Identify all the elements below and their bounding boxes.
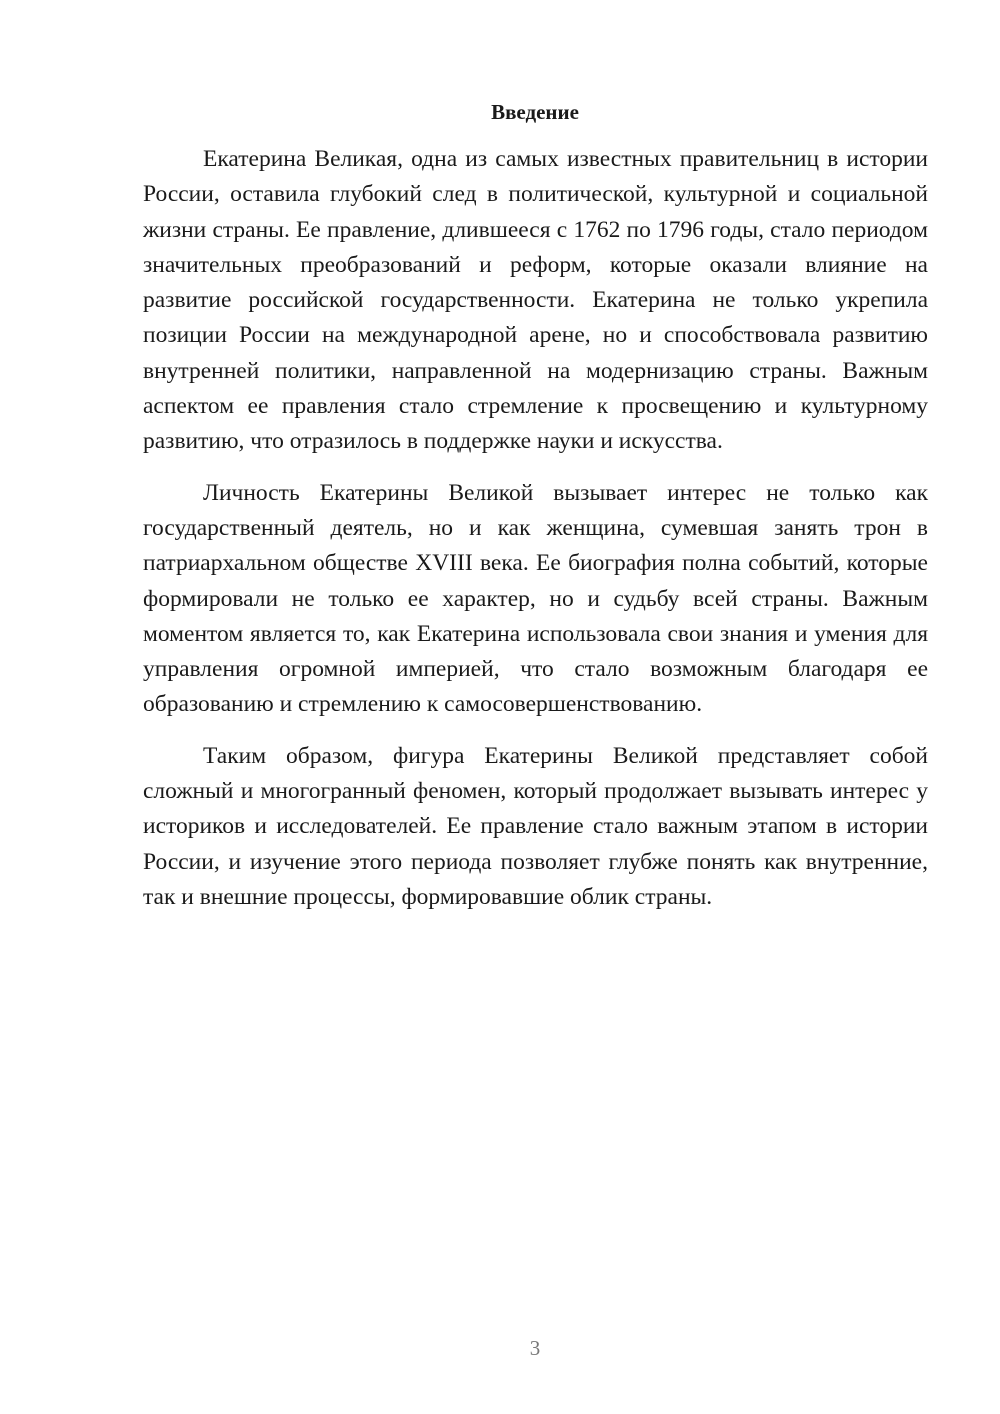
page-number: 3 [529, 1336, 541, 1360]
paragraph-1: Екатерина Великая, одна из самых известных правительниц в истории России, оставила глубокий след в политической, культурной и социальной жизни страны. Ее правление, длившееся с 1762 по 1796 годы, стало периодом значительных преобразований и реформ, которые оказали влияние на развитие российской государственности. Екатерина не только укрепила позиции России на международной арене, но и способствовала развитию внутренней политики, направленной на модернизацию страны. Важным аспектом ее правления стало стремление к просвещению и культурному развитию, что отразилось в поддержке науки и искусства. [143, 146, 928, 455]
paragraph-3: Таким образом, фигура Екатерины Великой представляет собой сложный и многогранный феномен, который продолжает вызывать интерес у историков и исследователей. Ее правление стало важным этапом в истории России, и изучение этого периода позволяет глубже понять как внутренние, так и внешние процессы, формировавшие облик страны. [143, 742, 928, 910]
paragraph-2: Личность Екатерины Великой вызывает интерес не только как государственный деятель, но и как женщина, сумевшая занять трон в патриархальном обществе XVIII века. Ее биография полна событий, которые формировали не только ее характер, но и судьбу всей страны. Важным моментом является то, как Екатерина использовала свои знания и умения для управления огромной империей, что стало возможным благодаря ее образованию и стремлению к самосовершенствованию. [143, 479, 928, 718]
page-title: Введение [491, 100, 579, 124]
document-body [143, 142, 928, 931]
